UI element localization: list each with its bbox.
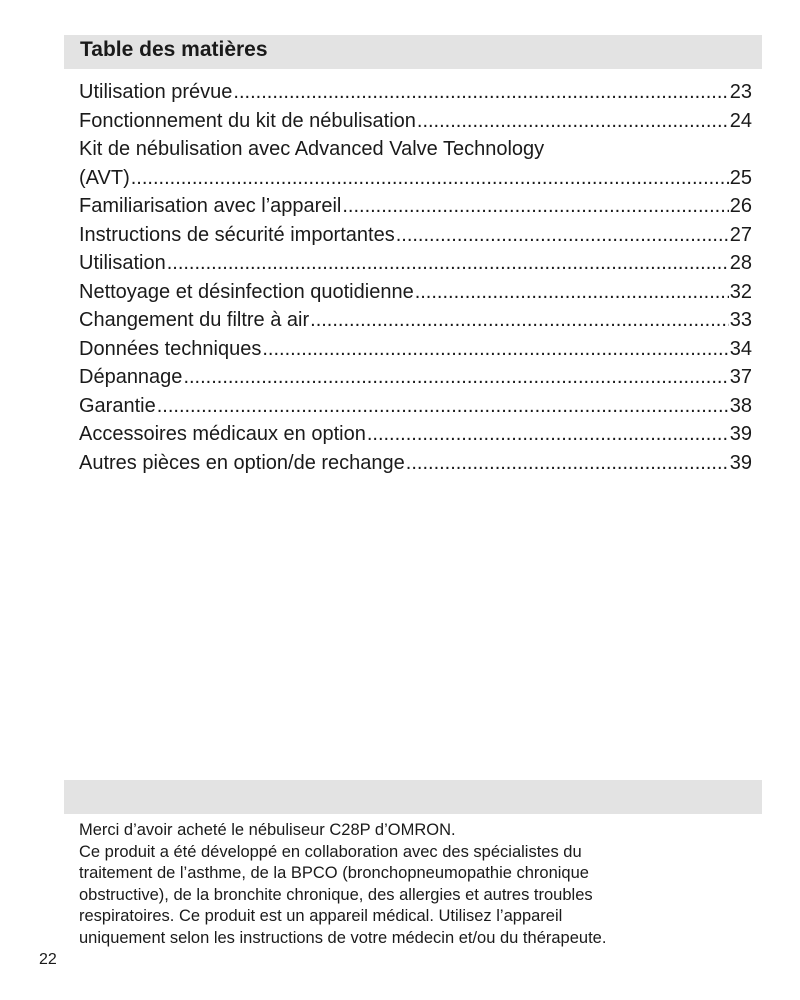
toc-entry-page: 25 [729,166,752,189]
toc-entry-page: 26 [729,195,752,217]
toc-entry-label: Utilisation prévue [79,81,233,103]
toc-leader-dots [167,249,729,278]
toc-entry-page: 37 [729,366,752,388]
toc-entry-label: Utilisation [79,252,166,274]
toc-entry-label: Garantie [79,394,156,417]
toc-entry-label: Données techniques [79,337,262,360]
toc-leader-dots [406,449,729,478]
toc-leader-dots [342,192,728,221]
toc-entry[interactable] [79,392,752,421]
toc-leader-dots [367,420,729,449]
toc-leader-dots [415,278,729,307]
toc-entry-label: Dépannage [79,366,183,388]
toc-entry-page: 39 [729,451,752,474]
toc-entry[interactable] [79,278,752,307]
intro-line: Merci d’avoir acheté le nébuliseur C28P d’OMRON. [79,821,456,839]
toc-entry[interactable] [79,192,752,221]
toc-leader-dots [310,306,729,335]
toc-entry-page: 39 [729,423,752,445]
intro-header-bar [64,780,762,814]
intro-line: obstructive), de la bronchite chronique, des allergies et autres troubles [79,885,593,904]
toc-entry-label-line1: Kit de nébulisation avec Advanced Valve Technology [79,138,545,160]
toc-leader-dots [262,335,728,364]
intro-line: respiratoires. Ce produit est un appareil médical. Utilisez l’appareil [79,907,563,926]
toc-entry[interactable] [79,420,752,449]
toc-entry[interactable] [79,107,752,136]
toc-title: Table des matières [80,38,268,61]
intro-line: Ce produit a été développé en collaboration avec des spécialistes du [79,842,582,861]
toc-leader-dots [417,107,729,136]
toc-entry[interactable] [79,249,752,278]
toc-entry[interactable] [79,306,752,335]
toc-entry-page: 28 [729,252,752,274]
toc-leader-dots [157,392,729,421]
toc-entry-label: Familiarisation avec l’appareil [79,195,342,217]
toc-entry[interactable] [79,449,752,478]
toc-entry[interactable] [79,335,752,364]
toc-entry-page: 24 [729,109,752,132]
toc-entry-page: 34 [729,337,752,360]
toc-entry-label: Fonctionnement du kit de nébulisation [79,109,416,132]
toc-entry[interactable] [79,221,752,250]
toc-entry[interactable] [79,78,752,107]
toc-entry-page: 32 [729,280,752,303]
intro-line: uniquement selon les instructions de votre médecin et/ou du thérapeute. [79,928,607,947]
intro-paragraph [79,820,769,950]
toc-entry-label: Accessoires médicaux en option [79,423,366,445]
toc-header-bar [64,35,762,69]
toc-list [79,78,752,477]
toc-entry-page: 23 [729,81,752,103]
toc-entry-label: Changement du filtre à air [79,309,310,331]
toc-leader-dots [183,363,728,392]
toc-entry-label: Nettoyage et désinfection quotidienne [79,280,414,303]
toc-entry-page: 27 [729,223,752,246]
toc-entry-label: Autres pièces en option/de rechange [79,451,405,474]
toc-entry-label: Instructions de sécurité importantes [79,223,395,246]
toc-entry-label: (AVT) [79,166,130,189]
toc-entry-page: 38 [729,394,752,417]
toc-entry[interactable] [79,135,752,192]
toc-leader-dots [233,78,728,107]
intro-line: traitement de l’asthme, de la BPCO (bronchopneumopathie chronique [79,864,589,883]
toc-entry-page: 33 [729,309,752,331]
toc-leader-dots [131,164,729,193]
page-number: 22 [39,951,57,968]
toc-leader-dots [396,221,729,250]
toc-entry[interactable] [79,363,752,392]
